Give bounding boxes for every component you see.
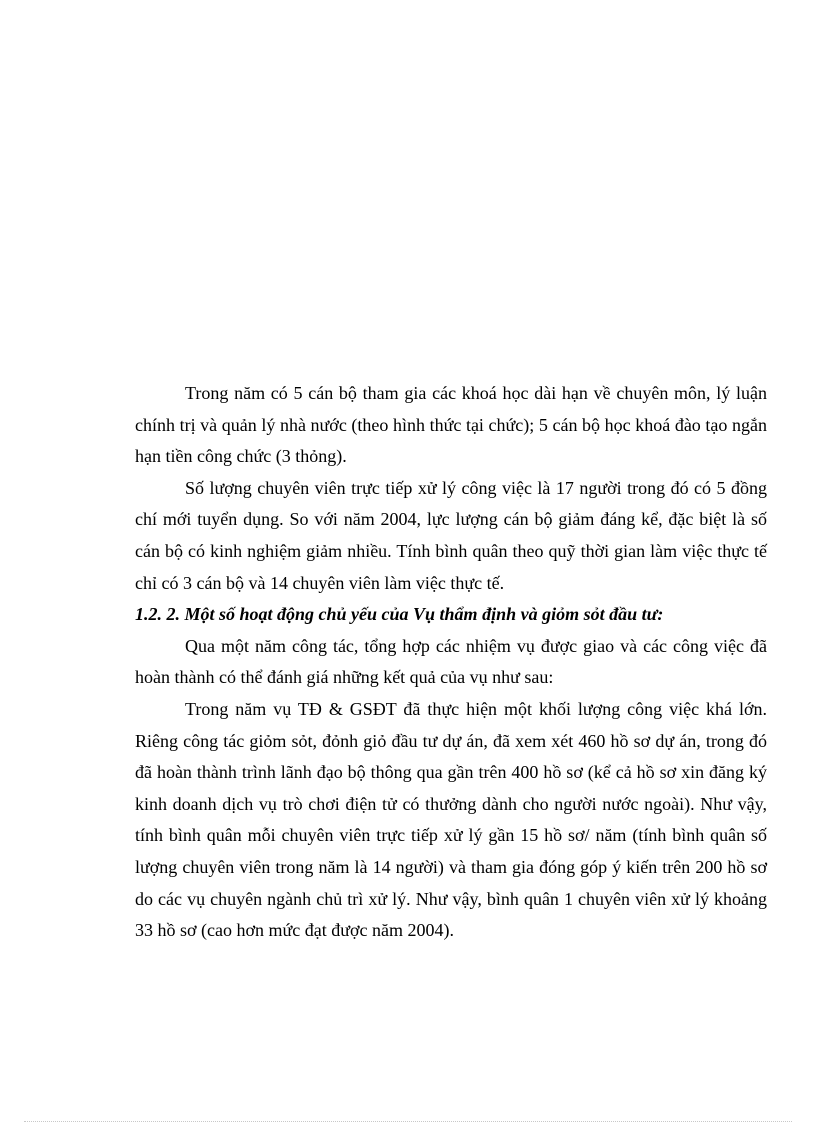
paragraph-staff-count: Số lượng chuyên viên trực tiếp xử lý công việc là 17 người trong đó có 5 đồng chí mới tuyển dụng. So với năm 2004, lực lượng cán bộ giảm đáng kể, đặc biệt là số cán bộ có kinh nghiệm giảm nhiều. Tính bình quân theo quỹ thời gian làm việc thực tế chỉ có 3 cán bộ và 14 chuyên viên làm việc thực tế. <box>135 477 767 593</box>
page-bottom-divider <box>24 1121 792 1122</box>
section-heading: 1.2. 2. Một số hoạt động chủ yếu của Vụ thẩm định và giỏm sỏt đầu tư: <box>135 604 664 625</box>
paragraph-training: Trong năm có 5 cán bộ tham gia các khoá học dài hạn về chuyên môn, lý luận chính trị và quản lý nhà nước (theo hình thức tại chức); 5 cán bộ học khoá đào tạo ngắn hạn tiền công chức (3 thỏng). <box>135 383 767 467</box>
document-body <box>135 378 767 947</box>
paragraph-workload: Trong năm vụ TĐ & GSĐT đã thực hiện một khối lượng công việc khá lớn. Riêng công tác giỏm sỏt, đỏnh giỏ đầu tư dự án, đã xem xét 460 hồ sơ dự án, trong đó đã hoàn thành trình lãnh đạo bộ thông qua gần trên 400 hồ sơ (kể cả hồ sơ xin đăng ký kinh doanh dịch vụ trò chơi điện tử có thưởng dành cho người nước ngoài). Như vậy, tính bình quân mỗi chuyên viên trực tiếp xử lý gần 15 hồ sơ/ năm (tính bình quân số lượng chuyên viên trong năm là 14 người) và tham gia đóng góp ý kiến trên 200 hồ sơ do các vụ chuyên ngành chủ trì xử lý. Như vậy, bình quân 1 chuyên viên xử lý khoảng 33 hồ sơ (cao hơn mức đạt được năm 2004). <box>135 698 767 941</box>
paragraph-summary-intro: Qua một năm công tác, tổng hợp các nhiệm vụ được giao và các công việc đã hoàn thành có thể đánh giá những kết quả của vụ như sau: <box>135 635 767 688</box>
